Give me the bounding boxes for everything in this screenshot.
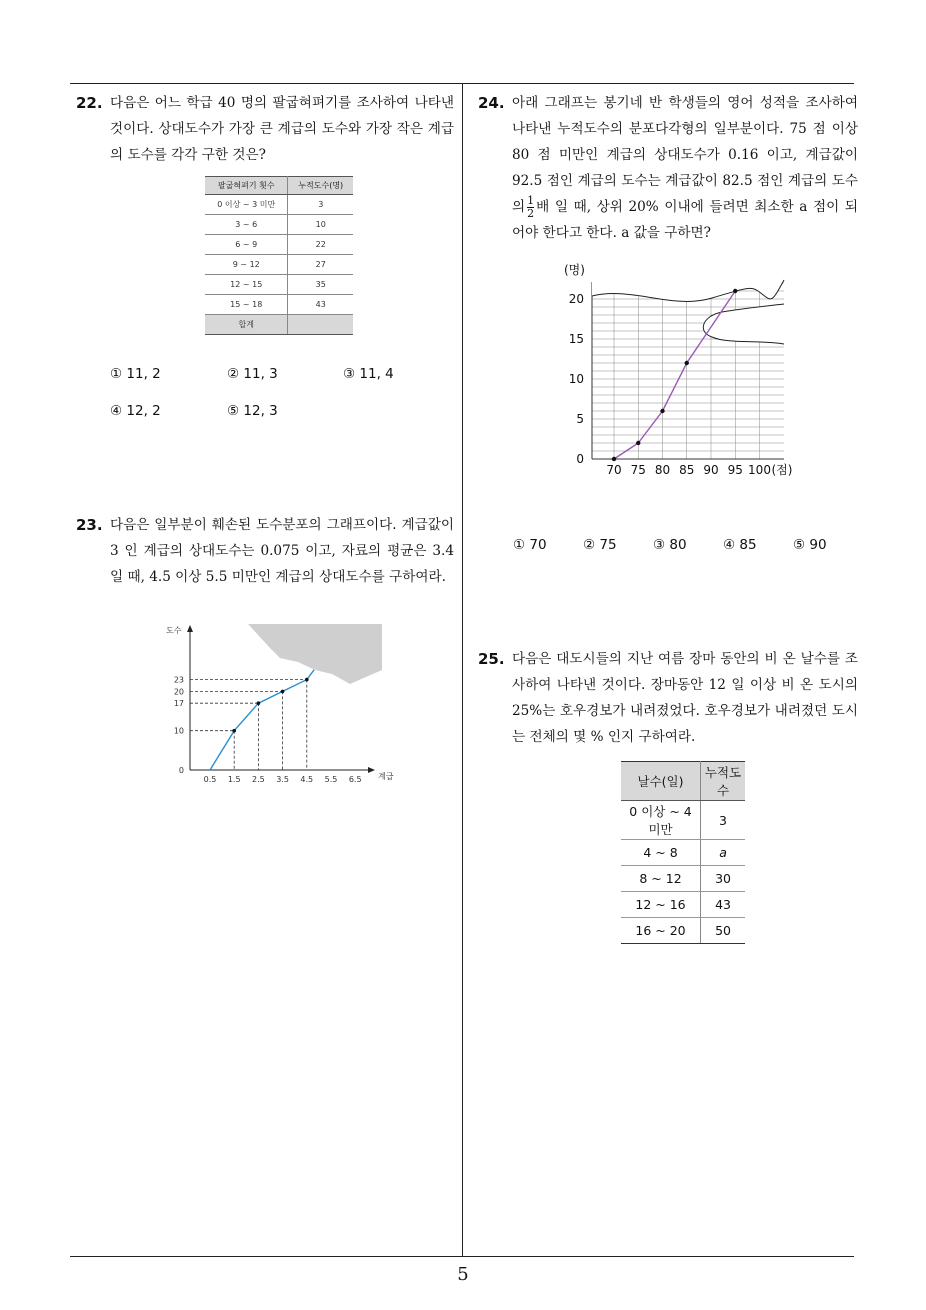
q25-table — [621, 761, 745, 944]
question-24 — [478, 90, 858, 246]
fraction — [527, 195, 534, 220]
table-cell: 10 — [288, 215, 353, 235]
x-tick-label: 75 — [630, 463, 646, 477]
table-cell: 0 이상 ~ 4 미만 — [621, 801, 701, 840]
table-row — [205, 275, 353, 295]
table-header: 팔굽혀펴기 횟수 — [205, 177, 288, 195]
question-text: 다음은 어느 학급 40 명의 팔굽혀펴기를 조사하여 나타낸 것이다. 상대도수가 가장 큰 계급의 도수와 가장 작은 계급의 도수를 각각 구한 것은? — [110, 95, 454, 163]
table-cell: 50 — [701, 918, 745, 944]
question-number: 24. — [478, 94, 505, 112]
x-tick-label: 85 — [679, 463, 695, 477]
page-number: 5 — [457, 1264, 469, 1285]
table-row — [621, 801, 745, 840]
x-tick-label: 0.5 — [203, 775, 217, 784]
table-row — [205, 255, 353, 275]
x-axis-label: (점) — [771, 463, 793, 477]
table-cell: 6 ~ 9 — [205, 235, 288, 255]
table-cell: 43 — [288, 295, 353, 315]
table-cell: 4 ~ 8 — [621, 840, 701, 866]
q23-chart — [160, 620, 400, 785]
fraction-denominator: 2 — [527, 207, 535, 220]
table-row — [205, 295, 353, 315]
y-tick-label: 0 — [178, 766, 184, 775]
table-row — [621, 866, 745, 892]
table-cell: 12 ~ 16 — [621, 892, 701, 918]
table-row — [205, 195, 353, 215]
y-tick-label: 0 — [576, 452, 584, 466]
table-cell: 3 — [701, 801, 745, 840]
table-cell — [288, 315, 353, 335]
data-point — [685, 361, 689, 365]
table-row — [621, 840, 745, 866]
question-text: 다음은 대도시들의 지난 여름 장마 동안의 비 온 날수를 조사하여 나타낸 것이다. 장마동안 12 일 이상 비 온 도시의 25%는 호우경보가 내려졌었다. 호우경보가 내려졌던 도시는 전체의 몇 % 인지 구하여라. — [512, 651, 858, 745]
choice-1[interactable]: ① 11, 2 — [110, 366, 161, 382]
choice-3[interactable]: ③ 11, 4 — [343, 366, 394, 382]
table-cell: 3 — [288, 195, 353, 215]
y-tick-label: 17 — [173, 699, 184, 709]
table-cell: 8 ~ 12 — [621, 866, 701, 892]
question-text: 다음은 일부분이 훼손된 도수분포의 그래프이다. 계급값이 3 인 계급의 상대도수는 0.075 이고, 자료의 평균은 3.4 일 때, 4.5 이상 5.5 미만인 계급의 상대도수를 구하여라. — [110, 517, 454, 585]
torn-cover — [592, 274, 784, 344]
choice-5[interactable]: ⑤ 90 — [793, 537, 827, 553]
x-tick-label: 6.5 — [348, 775, 362, 784]
table-cell: 43 — [701, 892, 745, 918]
series-line — [210, 670, 314, 770]
q22-table — [205, 176, 353, 335]
choice-2[interactable]: ② 11, 3 — [227, 366, 278, 382]
footer-rule — [70, 1256, 854, 1257]
question-text — [512, 90, 858, 246]
data-point — [232, 729, 236, 733]
table-cell: 3 ~ 6 — [205, 215, 288, 235]
x-tick-label: 80 — [654, 463, 671, 477]
y-tick-label: 5 — [576, 412, 584, 426]
table-row — [205, 215, 353, 235]
question-23 — [76, 512, 454, 590]
data-point — [305, 678, 309, 682]
x-axis-arrow — [368, 767, 375, 773]
table-row — [205, 235, 353, 255]
y-tick-label: 20 — [173, 687, 184, 697]
damaged-region — [248, 624, 382, 684]
q24-chart — [562, 260, 822, 485]
x-tick-label: 1.5 — [227, 775, 241, 784]
x-tick-label: 100 — [748, 463, 771, 477]
data-point — [612, 457, 616, 461]
data-point — [257, 701, 261, 705]
data-point — [733, 289, 737, 293]
question-22 — [76, 90, 454, 168]
table-cell: a — [701, 840, 745, 866]
data-point — [660, 409, 664, 413]
x-tick-label: 95 — [727, 463, 743, 477]
y-tick-label: 10 — [173, 726, 184, 736]
y-axis-label: 도수 — [166, 626, 182, 635]
table-header: 날수(일) — [621, 762, 701, 801]
question-25 — [478, 646, 858, 750]
table-cell: 35 — [288, 275, 353, 295]
fraction-numerator: 1 — [527, 194, 535, 207]
table-cell: 30 — [701, 866, 745, 892]
table-total-row — [205, 315, 353, 335]
question-text-part: 배 일 때, 상위 20% 이내에 들려면 최소한 a 점이 되어야 한다고 한다. a 값을 구하면? — [512, 199, 858, 241]
question-text-part: 아래 그래프는 봉기네 반 학생들의 영어 성적을 조사하여 나타낸 누적도수의 분포다각형의 일부분이다. 75 점 이상 80 점 미만인 계급의 상대도수가 0.16 이고, 계급값이 92.5 점인 계급의 도수는 계급값이 82.5 점인 계급의 도수의 — [512, 95, 858, 215]
column-divider — [462, 83, 463, 1256]
table-cell: 27 — [288, 255, 353, 275]
table-header: 누적도수 — [701, 762, 745, 801]
choice-5[interactable]: ⑤ 12, 3 — [227, 403, 278, 419]
table-header: 누적도수(명) — [288, 177, 353, 195]
y-tick-label: 10 — [568, 372, 584, 386]
y-axis-label: (명) — [564, 263, 585, 277]
data-point — [636, 441, 640, 445]
table-cell: 12 ~ 15 — [205, 275, 288, 295]
x-tick-label: 70 — [606, 463, 622, 477]
table-cell: 15 ~ 18 — [205, 295, 288, 315]
table-row — [621, 892, 745, 918]
y-tick-label: 15 — [568, 332, 584, 346]
choice-2[interactable]: ② 75 — [583, 537, 617, 553]
question-number: 22. — [76, 94, 103, 112]
table-cell: 9 ~ 12 — [205, 255, 288, 275]
question-number: 23. — [76, 516, 103, 534]
x-tick-label: 5.5 — [324, 775, 338, 784]
x-tick-label: 3.5 — [276, 775, 289, 784]
table-cell: 0 이상 ~ 3 미만 — [205, 195, 288, 215]
choice-3[interactable]: ③ 80 — [653, 537, 687, 553]
x-axis-label: 계급 — [378, 772, 394, 781]
y-tick-label: 20 — [568, 292, 584, 306]
choice-1[interactable]: ① 70 — [513, 537, 547, 553]
choice-4[interactable]: ④ 85 — [723, 537, 757, 553]
question-number: 25. — [478, 650, 505, 668]
data-point — [281, 690, 285, 694]
table-cell: 합계 — [205, 315, 288, 335]
table-cell: 22 — [288, 235, 353, 255]
x-tick-label: 2.5 — [252, 775, 265, 784]
table-row — [621, 918, 745, 944]
choice-4[interactable]: ④ 12, 2 — [110, 403, 161, 419]
x-tick-label: 90 — [703, 463, 719, 477]
y-tick-label: 23 — [173, 675, 184, 685]
table-cell: 16 ~ 20 — [621, 918, 701, 944]
y-axis-arrow — [187, 625, 193, 632]
x-tick-label: 4.5 — [300, 775, 314, 784]
